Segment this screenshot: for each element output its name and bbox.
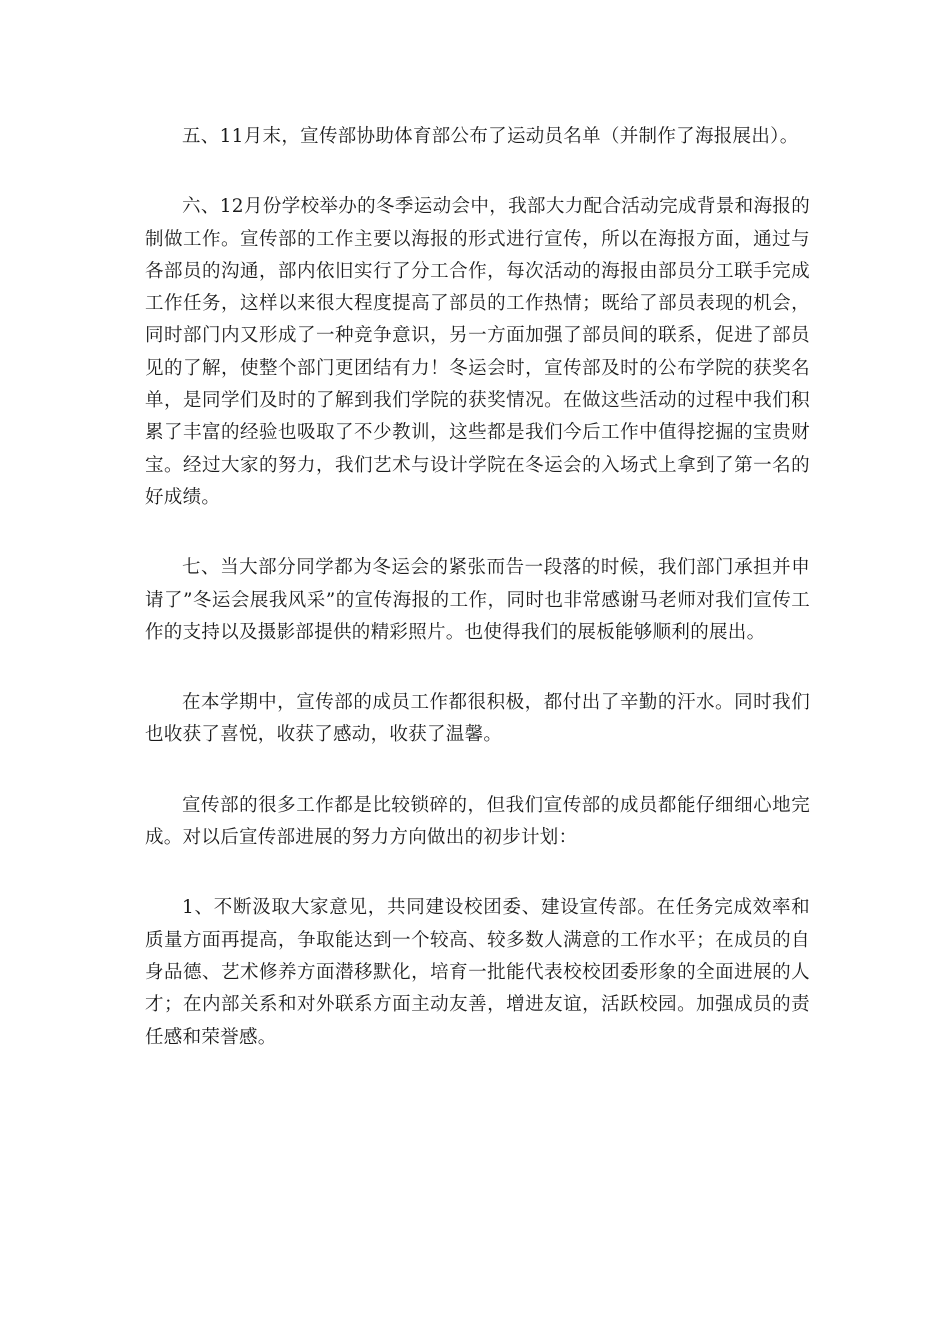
paragraph-plan-1: 1、不断汲取大家意见，共同建设校团委、建设宣传部。在任务完成效率和质量方面再提高，争取能达到一个较高、较多数人满意的工作水平；在成员的自身品德、艺术修养方面潜移默化，培育一批能代表校校团委形象的全面进展的人才；在内部关系和对外联系方面主动友善，增进友谊，活跃校园。加强成员的责任感和荣誉感。: [145, 897, 810, 1048]
paragraph-semester-summary: 在本学期中，宣传部的成员工作都很积极，都付出了辛勤的汗水。同时我们也收获了喜悦，收获了感动，收获了温馨。: [145, 692, 810, 746]
paragraph-plan-intro: 宣传部的很多工作都是比较锁碎的，但我们宣传部的成员都能仔细细心地完成。对以后宣传部进展的努力方向做出的初步计划：: [145, 794, 810, 849]
paragraph-item-5: 五、11月末，宣传部协助体育部公布了运动员名单（并制作了海报展出）。: [182, 126, 799, 147]
document-page: [145, 121, 810, 1092]
paragraph-item-6: 六、12月份学校举办的冬季运动会中，我部大力配合活动完成背景和海报的制做工作。宣传部的工作主要以海报的形式进行宣传，所以在海报方面，通过与各部员的沟通，部内依旧实行了分工合作，每次活动的海报由部员分工联手完成工作任务，这样以来很大程度提高了部员的工作热情；既给了部员表现的机会，同时部门内又形成了一种竞争意识，另一方面加强了部员间的联系，促进了部员见的了解，使整个部门更团结有力！冬运会时，宣传部及时的公布学院的获奖名单，是同学们及时的了解到我们学院的获奖情况。在做这些活动的过程中我们积累了丰富的经验也吸取了不少教训，这些都是我们今后工作中值得挖掘的宝贵财宝。经过大家的努力，我们艺术与设计学院在冬运会的入场式上拿到了第一名的好成绩。: [145, 196, 810, 508]
paragraph-item-7: 七、当大部分同学都为冬运会的紧张而告一段落的时候，我们部门承担并申请了”冬运会展我风采”的宣传海报的工作，同时也非常感谢马老师对我们宣传工作的支持以及摄影部提供的精彩照片。也使得我们的展板能够顺利的展出。: [145, 557, 810, 643]
